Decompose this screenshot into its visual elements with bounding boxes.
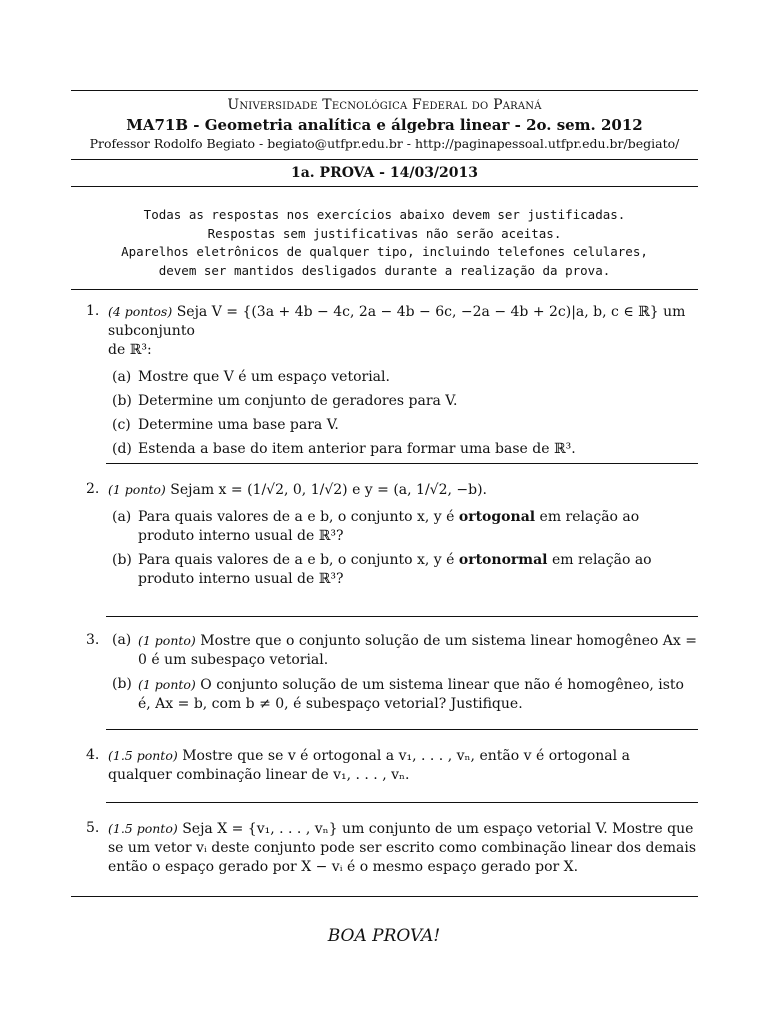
question-number: 2.	[86, 481, 100, 497]
exam-rule	[71, 186, 698, 187]
question-points: (1.5 ponto)	[108, 821, 178, 836]
question-points: (1 ponto)	[108, 482, 166, 497]
item-points: (1 ponto)	[138, 677, 196, 692]
item-label: (a)	[112, 509, 132, 525]
instruction-line: Todas as respostas nos exercícios abaixo devem ser justificadas.	[143, 207, 626, 222]
top-rule	[71, 90, 698, 91]
question-item	[112, 551, 698, 589]
separator	[106, 616, 698, 617]
instruction-line: Respostas sem justificativas não serão aceitas.	[207, 225, 562, 241]
question-text-cont: de ℝ³:	[108, 342, 152, 358]
question-number: 5.	[86, 820, 100, 836]
question-1	[86, 302, 698, 464]
question-3	[86, 631, 698, 719]
item-text: em relação ao produto interno usual de ℝ³?	[138, 509, 640, 544]
item-text: Mostre que V é um espaço vetorial.	[138, 369, 390, 385]
question-text: Sejam x = (1/√2, 0, 1/√2) e y = (a, 1/√2, −b).	[170, 482, 488, 498]
instruction-line: Aparelhos eletrônicos de qualquer tipo, incluindo telefones celulares,	[121, 244, 648, 259]
item-text: O conjunto solução de um sistema linear que não é homogêneo, isto é, Ax = b, com b ≠ 0, é subespaço vetorial? Justifique.	[138, 677, 684, 712]
item-points: (1 ponto)	[138, 633, 196, 648]
item-text: Estenda a base do item anterior para formar uma base de ℝ³.	[138, 441, 576, 457]
question-number: 3.	[86, 632, 100, 648]
closing-message: BOA PROVA!	[327, 926, 441, 946]
item-label: (d)	[112, 441, 132, 457]
question-item	[112, 508, 698, 546]
question-number: 1.	[86, 303, 100, 319]
question-item	[112, 368, 698, 387]
question-number: 4.	[86, 747, 100, 763]
question-item	[112, 416, 698, 435]
question-5	[86, 819, 698, 877]
item-text: Determine um conjunto de geradores para V.	[138, 393, 458, 409]
question-text: Seja V = {(3a + 4b − 4c, 2a − 4b − 6c, −2a − 4b + 2c)|a, b, c ∈ ℝ} um subconjunto	[108, 304, 686, 339]
item-text: Mostre que o conjunto solução de um sistema linear homogêneo Ax = 0 é um subespaço vetorial.	[138, 633, 697, 668]
item-label: (a)	[112, 369, 132, 385]
question-text: Mostre que se v é ortogonal a v₁, . . . , vₙ, então v é ortogonal a qualquer combinação linear de v₁, . . . , vₙ.	[108, 748, 630, 783]
separator	[106, 729, 698, 730]
question-2	[86, 480, 698, 594]
item-text: Determine uma base para V.	[138, 417, 339, 433]
university-name: Universidade Tecnológica Federal do Paraná	[227, 97, 542, 113]
instruction-line: devem ser mantidos desligados durante a realização da prova.	[158, 262, 611, 278]
professor-line: Professor Rodolfo Begiato - begiato@utfpr.edu.br - http://paginapessoal.utfpr.edu.br/begiato/	[89, 136, 680, 151]
item-label: (c)	[112, 417, 131, 433]
item-label: (a)	[112, 632, 132, 648]
question-item	[112, 675, 698, 714]
item-emphasis: ortogonal	[458, 509, 536, 525]
item-label: (b)	[112, 676, 132, 692]
exam-title: 1a. PROVA - 14/03/2013	[290, 165, 479, 181]
separator	[106, 802, 698, 803]
item-text: Para quais valores de a e b, o conjunto x, y é	[138, 509, 459, 525]
item-emphasis: ortonormal	[458, 552, 548, 568]
question-item	[112, 392, 698, 411]
question-item	[112, 631, 698, 670]
instructions-rule	[71, 289, 698, 290]
item-label: (b)	[112, 393, 132, 409]
header-rule	[71, 159, 698, 160]
question-item	[112, 440, 698, 459]
question-text: Seja X = {v₁, . . . , vₙ} um conjunto de um espaço vetorial V. Mostre que se um vetor vᵢ deste conjunto pode ser escrito como combinação linear dos demais então o espaço gerado por X − vᵢ é o mesmo espaço gerado por X.	[108, 821, 697, 875]
question-points: (1.5 ponto)	[108, 748, 178, 763]
question-points: (4 pontos)	[108, 304, 173, 319]
bottom-rule	[71, 896, 698, 897]
instructions	[71, 206, 698, 280]
item-text: Para quais valores de a e b, o conjunto x, y é	[138, 552, 459, 568]
item-text: em relação ao produto interno usual de ℝ³?	[138, 552, 652, 587]
separator	[106, 463, 698, 464]
course-title: MA71B - Geometria analítica e álgebra linear - 2o. sem. 2012	[126, 116, 643, 134]
question-4	[86, 746, 698, 785]
item-label: (b)	[112, 552, 132, 568]
